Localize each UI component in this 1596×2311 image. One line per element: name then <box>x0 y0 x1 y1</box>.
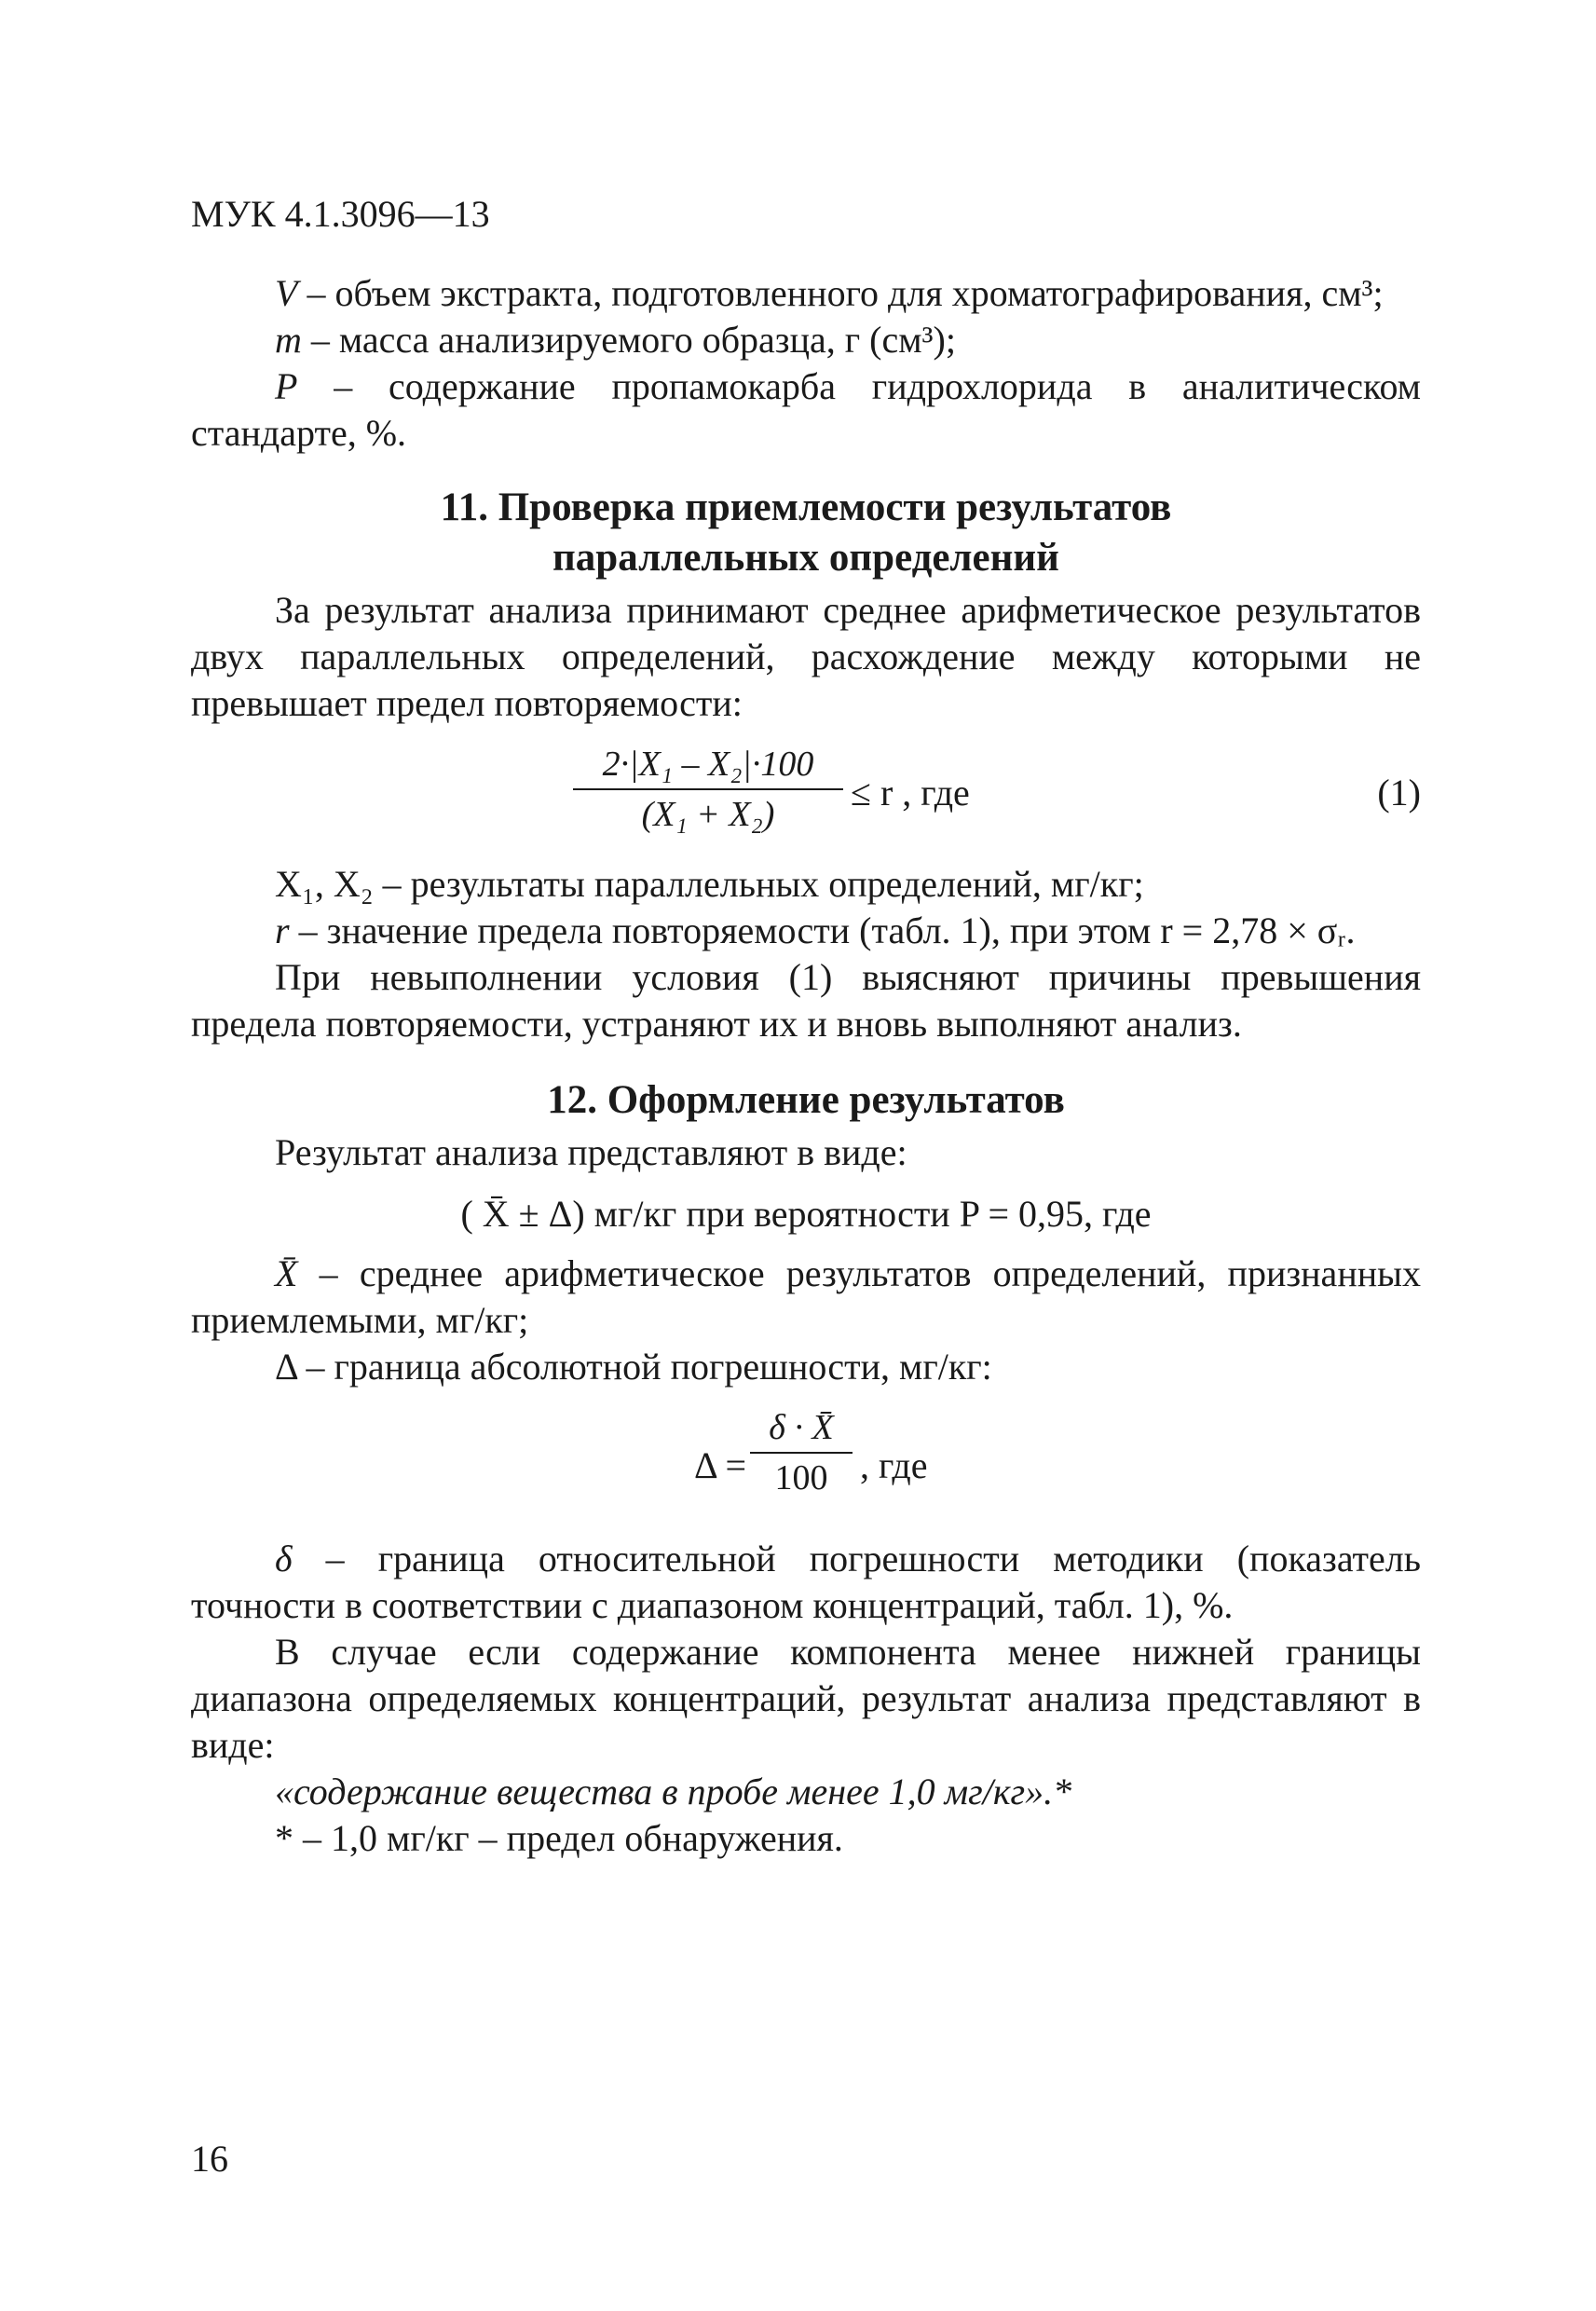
definition-x-mean <box>191 1251 1421 1344</box>
section-11-title-line1: 11. Проверка приемлемости результатов <box>440 485 1172 529</box>
formula-2-denominator: 100 <box>774 1458 828 1497</box>
fraction-bar <box>573 788 843 790</box>
definition-v-text: – объем экстракта, подготовленного для хроматографирования, см³; <box>297 272 1384 314</box>
formula-2-numerator: δ · X̄ <box>769 1408 834 1447</box>
section-12-intro: Результат анализа представляют в виде: <box>275 1131 907 1173</box>
footnote: * – 1,0 мг/кг – предел обнаружения. <box>275 1817 843 1859</box>
definition-p-text: – содержание пропамокарба гидрохлорида в аналитическом стандарте, %. <box>191 365 1421 454</box>
result-quote: «содержание вещества в пробе менее 1,0 мг/кг».* <box>275 1771 1072 1812</box>
definition-r <box>191 908 1421 954</box>
definition-delta-relative <box>191 1536 1421 1629</box>
symbol-v: V <box>275 272 298 314</box>
symbol-p: P <box>275 365 298 407</box>
definition-m-text: – масса анализируемого образца, г (см³); <box>301 319 956 361</box>
formula-1-denominator: (X₁ + X₂) <box>641 795 775 834</box>
section-11-paragraph-2: При невыполнении условия (1) выясняют причины превышения предела повторяемости, устраняют их и вновь выполняют анализ. <box>191 956 1421 1045</box>
formula-1-fraction <box>573 742 843 837</box>
formula-2-left: Δ = <box>694 1444 747 1486</box>
definition-x-mean-text: – среднее арифметическое результатов определений, признанных приемлемыми, мг/кг; <box>191 1252 1421 1341</box>
formula-2-rest: , где <box>860 1444 928 1486</box>
fraction-bar <box>750 1452 853 1454</box>
result-form: ( X̄ ± Δ) мг/кг при вероятности P = 0,95, где <box>460 1193 1152 1235</box>
symbol-x-mean: X̄ <box>275 1252 298 1294</box>
definition-x1-x2: X₁, X₂ – результаты параллельных определений, мг/кг; <box>275 863 1144 905</box>
section-11-title-line2: параллельных определений <box>552 536 1059 580</box>
definition-r-text: – значение предела повторяемости (табл. 1), при этом r = 2,78 × σᵣ. <box>289 909 1356 951</box>
section-11-paragraph: За результат анализа принимают среднее арифметическое результатов двух параллельных определений, расхождение между которыми не превышает предел повторяемости: <box>191 589 1421 724</box>
formula-2-fraction <box>750 1405 853 1500</box>
definition-v <box>191 270 1421 317</box>
page-number: 16 <box>191 2138 228 2180</box>
document-code: МУК 4.1.3096—13 <box>191 193 490 235</box>
formula-repeatability <box>191 731 1421 861</box>
page-body <box>191 270 1421 1862</box>
formula-1-condition: ≤ r , где <box>851 772 970 814</box>
section-11-title <box>191 483 1421 583</box>
formula-1-number: (1) <box>1377 772 1421 814</box>
section-12-paragraph-low: В случае если содержание компонента менее нижней границы диапазона определяемых концентраций, результат анализа представляют в виде: <box>191 1631 1421 1766</box>
formula-1-numerator: 2·|X₁ – X₂|·100 <box>602 745 814 784</box>
definition-delta: Δ – граница абсолютной погрешности, мг/кг: <box>275 1346 992 1388</box>
symbol-m: m <box>275 319 302 361</box>
formula-absolute-error <box>191 1396 1421 1536</box>
definition-p <box>191 363 1421 457</box>
symbol-r: r <box>275 909 290 951</box>
definition-m <box>191 317 1421 363</box>
section-12-title: 12. Оформление результатов <box>547 1078 1065 1122</box>
symbol-delta-relative: δ <box>275 1538 293 1579</box>
definition-delta-relative-text: – граница относительной погрешности методики (показатель точности в соответствии с диапазоном концентраций, табл. 1), %. <box>191 1538 1421 1626</box>
